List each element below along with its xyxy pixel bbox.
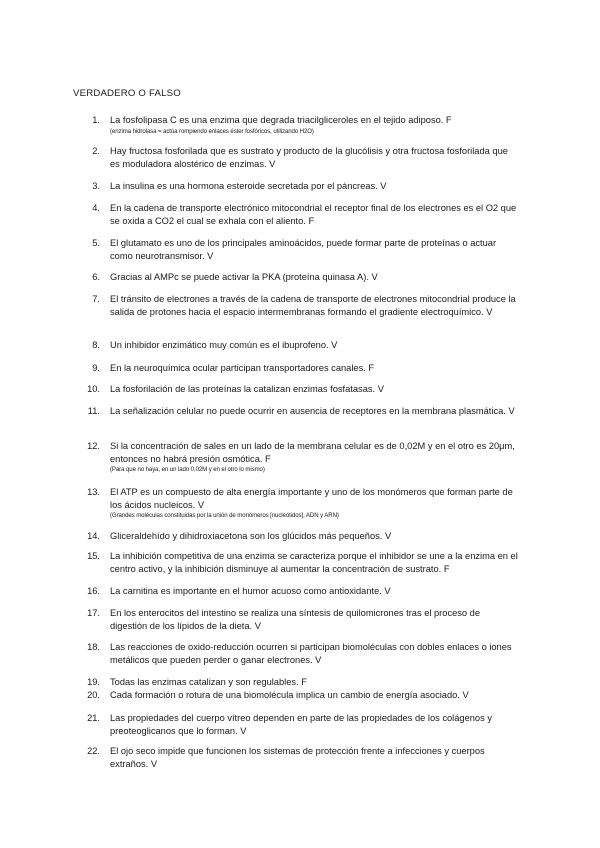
statement-text: Gracias al AMPc se puede activar la PKA (proteína quinasa A). V: [110, 272, 378, 282]
item-number: 17.: [87, 608, 100, 618]
list-item: [78, 180, 518, 193]
item-number: 14.: [87, 531, 100, 541]
item-number: 7.: [92, 294, 100, 304]
item-number: 6.: [92, 272, 100, 282]
item-number: 9.: [92, 363, 100, 373]
list-item: [78, 383, 518, 396]
item-number: 11.: [87, 406, 100, 416]
list-item: [78, 745, 518, 770]
item-body: [110, 405, 518, 418]
list-item: [78, 362, 518, 375]
statement-text: Las reacciones de oxido-reducción ocurren si participan biomoléculas con dobles enlaces o iones metálicos que pueden perder o ganar electrones. V: [110, 642, 512, 665]
statement-text: En la cadena de transporte electrónico mitocondrial el receptor final de los electrones es el O2 que se oxida a CO2 el cual se exhala con el aliento. F: [110, 203, 517, 226]
list-item: [78, 339, 518, 352]
item-number: 5.: [92, 238, 100, 248]
list-item: [78, 712, 518, 737]
list-item: [78, 405, 518, 418]
item-body: [110, 745, 518, 770]
list-item: [78, 550, 518, 575]
statement-text: La fosfolipasa C es una enzima que degrada triacilgliceroles en el tejido adiposo. F: [110, 115, 452, 125]
item-number: 16.: [87, 586, 100, 596]
statement-text: La carnitina es importante en el humor acuoso como antioxidante. V: [110, 586, 391, 596]
statement-text: Si la concentración de sales en un lado de la membrana celular es de 0,02M y en el otro es 20μm, entonces no habrá presión osmótica. F: [110, 441, 515, 464]
statement-text: En los enterocitos del intestino se realiza una síntesis de quilomicrones tras el proceso de digestión de los lípidos de la dieta. V: [110, 608, 481, 631]
statement-text: El tránsito de electrones a través de la cadena de transporte de electrones mitocondrial produce la salida de protones hacia el espacio intermembranas formando el gradiente electroquímico. V: [110, 294, 516, 317]
item-number: 18.: [87, 642, 100, 652]
item-number: 21.: [87, 713, 100, 723]
item-body: [110, 486, 518, 520]
page-title: VERDADERO O FALSO: [73, 88, 181, 99]
list-item: [78, 530, 518, 543]
item-body: [110, 339, 518, 352]
list-item: [78, 202, 518, 227]
item-number: 19.: [87, 677, 100, 687]
item-body: [110, 383, 518, 396]
item-body: [110, 641, 518, 666]
item-number: 1.: [92, 115, 100, 125]
list-item: [78, 145, 518, 170]
handwritten-note: (Para que no haya, en un lado 0,02M y en el otro lo mismo): [110, 466, 265, 474]
item-body: [110, 293, 518, 318]
item-body: [110, 550, 518, 575]
item-number: 13.: [87, 487, 100, 497]
item-body: [110, 530, 518, 543]
item-body: [110, 585, 518, 598]
statement-text: El ATP es un compuesto de alta energía importante y uno de los monómeros que forman parte de los ácidos nucleicos. V: [110, 487, 513, 510]
statement-text: El glutamato es uno de los principales aminoácidos, puede formar parte de proteínas o actuar como neurotransmisor. V: [110, 238, 497, 261]
item-number: 20.: [87, 690, 100, 700]
handwritten-note: (Grandes moléculas constituidas por la unión de monómeros [nucleótidos], ADN y ARN): [110, 512, 339, 520]
item-body: [110, 114, 518, 136]
statement-text: La inhibición competitiva de una enzima se caracteriza porque el inhibidor se une a la enzima en el centro activo, y la inhibición disminuye al aumentar la concentración de sustrato. F: [110, 551, 518, 574]
item-body: [110, 689, 518, 702]
statement-text: Hay fructosa fosforilada que es sustrato y producto de la glucólisis y otra fructosa fosforilada que es moduladora alostérico de enzimas. V: [110, 146, 508, 169]
statement-text: Gliceraldehído y dihidroxiacetona son los glúcidos más pequeños. V: [110, 531, 392, 541]
list-item: [78, 585, 518, 598]
item-body: [110, 271, 518, 284]
statement-text: El ojo seco impide que funcionen los sistemas de protección frente a infecciones y cuerpos extraños. V: [110, 746, 485, 769]
item-body: [110, 145, 518, 170]
item-body: [110, 237, 518, 262]
statement-text: La insulina es una hormona esteroide secretada por el páncreas. V: [110, 181, 387, 191]
item-number: 3.: [92, 181, 100, 191]
statement-text: Cada formación o rotura de una biomolécula implica un cambio de energía asociado. V: [110, 690, 469, 700]
statement-text: La señalización celular no puede ocurrir en ausencia de receptores en la membrana plasmática. V: [110, 406, 515, 416]
statement-text: Un inhibidor enzimático muy común es el ibuprofeno. V: [110, 340, 338, 350]
item-number: 15.: [87, 551, 100, 561]
list-item: [78, 676, 518, 689]
statement-text: Todas las enzimas catalizan y son regulables. F: [110, 677, 307, 687]
list-item: [78, 293, 518, 318]
statement-text: En la neuroquímica ocular participan transportadores canales. F: [110, 363, 375, 373]
list-item: [78, 271, 518, 284]
item-number: 4.: [92, 203, 100, 213]
list-item: [78, 237, 518, 262]
item-body: [110, 440, 518, 474]
item-number: 2.: [92, 146, 100, 156]
item-body: [110, 362, 518, 375]
statement-text: La fosforilación de las proteínas la catalizan enzimas fosfatasas. V: [110, 384, 384, 394]
handwritten-note: (enzima hidrolasa = actúa rompiendo enlaces éster fosfóricos, utilizando H2O): [110, 127, 314, 135]
list-item: [78, 607, 518, 632]
statement-text: Las propiedades del cuerpo vítreo dependen en parte de las propiedades de los colágenos y preoteoglicanos que lo forman. V: [110, 713, 492, 736]
item-body: [110, 607, 518, 632]
item-body: [110, 202, 518, 227]
item-number: 10.: [87, 384, 100, 394]
item-body: [110, 180, 518, 193]
list-item: [78, 486, 518, 520]
item-body: [110, 676, 518, 689]
item-number: 12.: [87, 441, 100, 451]
item-body: [110, 712, 518, 737]
list-item: [78, 440, 518, 474]
list-item: [78, 689, 518, 702]
item-number: 22.: [87, 746, 100, 756]
list-item: [78, 641, 518, 666]
list-item: [78, 114, 518, 136]
item-number: 8.: [92, 340, 100, 350]
